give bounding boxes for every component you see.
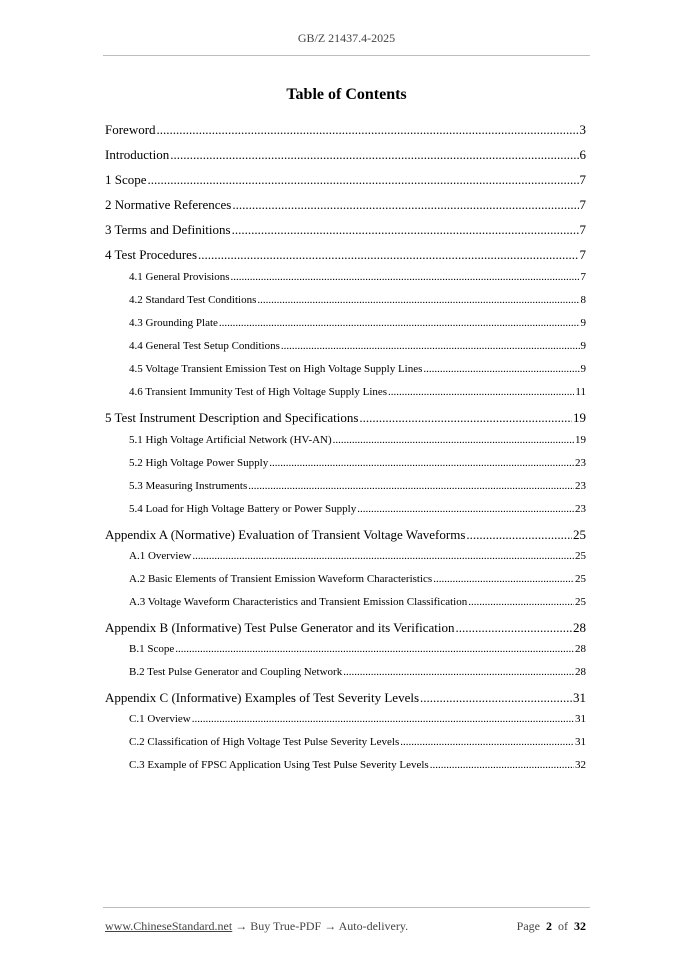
toc-leader-dots: [400, 736, 574, 748]
site-link[interactable]: www.ChineseStandard.net: [105, 919, 233, 933]
toc-entry-page: 23: [575, 457, 586, 469]
toc-entry[interactable]: [129, 386, 586, 398]
toc-leader-dots: [232, 222, 579, 238]
toc-entry-title: B.2 Test Pulse Generator and Coupling Network: [129, 666, 343, 678]
toc-leader-dots: [359, 410, 572, 426]
toc-entry[interactable]: [105, 247, 586, 263]
page-title: Table of Contents: [286, 86, 407, 103]
toc-entry-page: 19: [573, 410, 586, 425]
table-of-contents: [105, 0, 586, 980]
toc-entry[interactable]: [129, 573, 586, 585]
toc-leader-dots: [456, 620, 572, 636]
running-header: GB/Z 21437.4-2025: [297, 31, 396, 45]
toc-entry-page: 7: [580, 271, 586, 283]
toc-entry-title: 4.5 Voltage Transient Emission Test on High Voltage Supply Lines: [129, 363, 423, 375]
toc-entry-page: 6: [579, 147, 586, 162]
footer-tagline: → Buy True-PDF → Auto-delivery.: [232, 919, 409, 933]
toc-leader-dots: [175, 643, 574, 655]
toc-entry[interactable]: [129, 340, 586, 352]
toc-entry-title: 4.4 General Test Setup Conditions: [129, 340, 280, 352]
toc-entry-title: 5.1 High Voltage Artificial Network (HV-AN): [129, 434, 332, 446]
toc-entry-title: A.1 Overview: [129, 550, 192, 562]
toc-entry[interactable]: [105, 410, 586, 426]
toc-entry[interactable]: [105, 172, 586, 188]
toc-entry-page: 9: [580, 340, 586, 352]
toc-leader-dots: [333, 434, 574, 446]
toc-entry-page: 3: [579, 122, 586, 137]
toc-entry-title: 4.3 Grounding Plate: [129, 317, 218, 329]
toc-leader-dots: [248, 480, 574, 492]
toc-leader-dots: [433, 573, 574, 585]
toc-entry-page: 25: [573, 527, 586, 542]
toc-entry-page: 25: [575, 550, 586, 562]
page-label: Page: [516, 919, 540, 933]
toc-leader-dots: [170, 147, 578, 163]
toc-entry[interactable]: [129, 294, 586, 306]
toc-leader-dots: [232, 197, 578, 213]
toc-entry-title: Foreword: [105, 122, 156, 137]
toc-entry-title: 5.3 Measuring Instruments: [129, 480, 248, 492]
toc-entry[interactable]: [129, 666, 586, 678]
toc-entry-page: 25: [575, 596, 586, 608]
toc-entry-title: 4.1 General Provisions: [129, 271, 230, 283]
toc-entry-page: 9: [580, 317, 586, 329]
toc-entry[interactable]: [129, 363, 586, 375]
toc-entry-page: 32: [575, 759, 586, 771]
toc-entry[interactable]: [129, 736, 586, 748]
toc-entry-page: 7: [579, 197, 586, 212]
toc-leader-dots: [269, 457, 574, 469]
toc-leader-dots: [192, 713, 574, 725]
toc-leader-dots: [198, 247, 579, 263]
toc-leader-dots: [281, 340, 580, 352]
toc-entry[interactable]: [129, 713, 586, 725]
toc-entry-page: 23: [575, 503, 586, 515]
toc-leader-dots: [388, 386, 574, 398]
toc-leader-dots: [231, 271, 580, 283]
toc-entry-page: 28: [575, 666, 586, 678]
toc-entry-title: C.3 Example of FPSC Application Using Test Pulse Severity Levels: [129, 759, 429, 771]
toc-entry-title: C.1 Overview: [129, 713, 191, 725]
toc-entry-title: 4.6 Transient Immunity Test of High Voltage Supply Lines: [129, 386, 388, 398]
toc-leader-dots: [343, 666, 574, 678]
toc-entry-title: 4 Test Procedures: [105, 247, 197, 262]
toc-entry-page: 7: [579, 222, 586, 237]
page-total: 32: [574, 919, 586, 933]
toc-entry-title: 3 Terms and Definitions: [105, 222, 231, 237]
toc-entry-page: 23: [575, 480, 586, 492]
toc-leader-dots: [430, 759, 574, 771]
page-of: of: [558, 919, 568, 933]
toc-entry[interactable]: [129, 503, 586, 515]
toc-leader-dots: [420, 690, 572, 706]
toc-leader-dots: [257, 294, 579, 306]
toc-entry-page: 19: [575, 434, 586, 446]
toc-entry[interactable]: [129, 317, 586, 329]
toc-entry-page: 8: [580, 294, 586, 306]
toc-entry-page: 25: [575, 573, 586, 585]
toc-entry[interactable]: [105, 222, 586, 238]
toc-entry-title: 1 Scope: [105, 172, 147, 187]
toc-entry-title: 2 Normative References: [105, 197, 232, 212]
toc-leader-dots: [219, 317, 580, 329]
footer-left: [105, 919, 408, 934]
toc-entry-page: 31: [573, 690, 586, 705]
toc-leader-dots: [466, 527, 572, 543]
toc-entry-page: 28: [575, 643, 586, 655]
toc-entry[interactable]: [129, 759, 586, 771]
toc-entry[interactable]: [105, 527, 586, 543]
toc-entry-title: 4.2 Standard Test Conditions: [129, 294, 257, 306]
toc-entry[interactable]: [129, 550, 586, 562]
toc-entry-page: 7: [579, 172, 586, 187]
toc-entry-page: 11: [575, 386, 586, 398]
page-current: 2: [546, 919, 552, 933]
page-footer: [105, 919, 586, 934]
toc-entry[interactable]: [105, 147, 586, 163]
toc-entry-title: Appendix C (Informative) Examples of Test Severity Levels: [105, 690, 420, 705]
toc-entry-title: Appendix B (Informative) Test Pulse Generator and its Verification: [105, 620, 455, 635]
toc-entry[interactable]: [105, 620, 586, 636]
toc-entry[interactable]: [129, 480, 586, 492]
toc-entry-title: 5 Test Instrument Description and Specifications: [105, 410, 359, 425]
toc-leader-dots: [157, 122, 579, 138]
toc-entry-page: 9: [580, 363, 586, 375]
toc-entry-title: A.3 Voltage Waveform Characteristics and Transient Emission Classification: [129, 596, 468, 608]
toc-entry[interactable]: [105, 690, 586, 706]
toc-entry[interactable]: [105, 122, 586, 138]
toc-entry[interactable]: [105, 197, 586, 213]
toc-entry-title: 5.4 Load for High Voltage Battery or Power Supply: [129, 503, 357, 515]
toc-leader-dots: [468, 596, 574, 608]
toc-entry-title: 5.2 High Voltage Power Supply: [129, 457, 269, 469]
toc-entry[interactable]: [129, 596, 586, 608]
toc-entry[interactable]: [129, 271, 586, 283]
toc-entry-title: B.1 Scope: [129, 643, 175, 655]
footer-divider: [103, 907, 590, 908]
page-indicator: [517, 919, 586, 934]
toc-entry-page: 31: [575, 736, 586, 748]
toc-entry[interactable]: [129, 434, 586, 446]
toc-leader-dots: [148, 172, 579, 188]
toc-entry-page: 31: [575, 713, 586, 725]
toc-entry[interactable]: [129, 457, 586, 469]
toc-leader-dots: [192, 550, 574, 562]
toc-leader-dots: [423, 363, 579, 375]
toc-entry[interactable]: [129, 643, 586, 655]
toc-entry-title: Appendix A (Normative) Evaluation of Transient Voltage Waveforms: [105, 527, 466, 542]
toc-entry-title: Introduction: [105, 147, 170, 162]
toc-leader-dots: [357, 503, 574, 515]
toc-entry-title: C.2 Classification of High Voltage Test Pulse Severity Levels: [129, 736, 400, 748]
toc-entry-page: 28: [573, 620, 586, 635]
toc-entry-page: 7: [579, 247, 586, 262]
toc-entry-title: A.2 Basic Elements of Transient Emission Waveform Characteristics: [129, 573, 433, 585]
